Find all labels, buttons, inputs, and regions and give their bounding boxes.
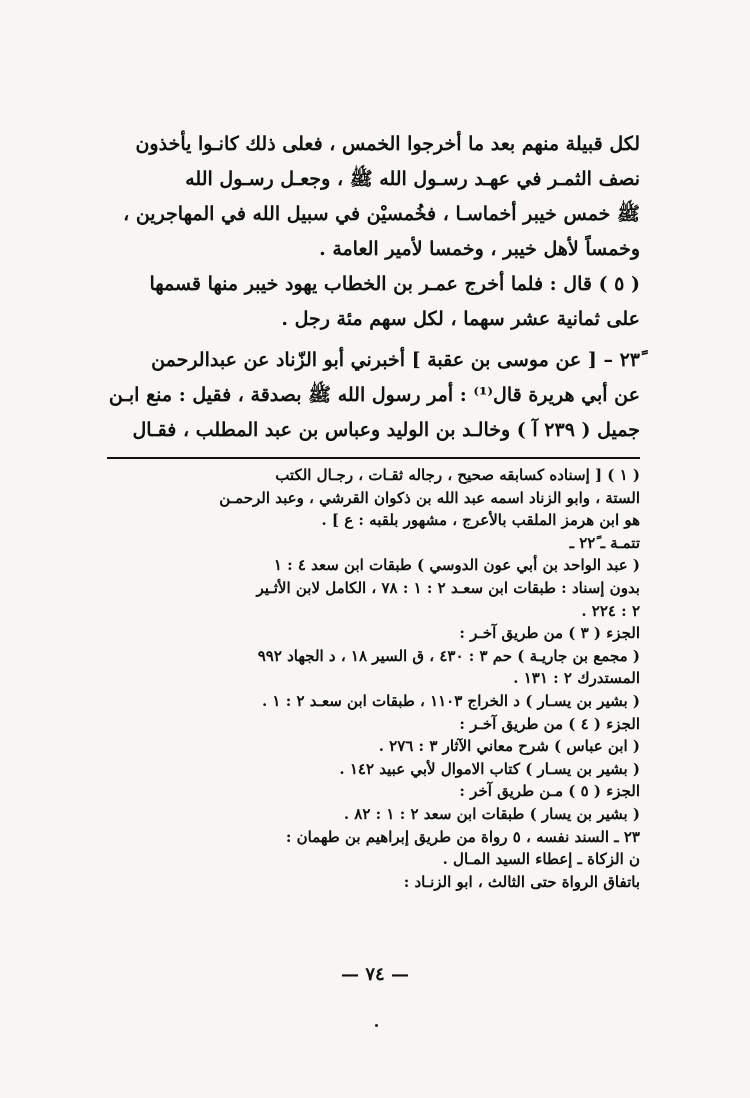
- footnote-line: ن الزكاة ـ إعطاء السيد المـال .: [442, 850, 640, 869]
- footnote-line: ( مجمع بن جاريـة ) حم ٣ : ٤٣٠ ، ق السير ١٨ ، د الجهاد ٩٩٢: [257, 646, 640, 665]
- footnote-line: باتفاق الرواة حتى الثالث ، ابو الزنـاد :: [403, 872, 640, 891]
- text-line: ٢٣ً – [ عن موسى بن عقبة ] أخبرني أبو الزّناد عن عبدالرحمن: [151, 349, 640, 371]
- footnote-line: المستدرك ٢ : ١٣١ .: [513, 669, 640, 688]
- paragraph-2: [110, 267, 640, 337]
- footnote-line: ( ابن عباس ) شرح معاني الآثار ٣ : ٢٧٦ .: [378, 737, 640, 756]
- text-line: عن أبي هريرة قال⁽¹⁾ : أمر رسول الله ﷺ بصدقة ، فقيل : منع ابـن: [108, 384, 640, 406]
- footnotes: [105, 464, 640, 893]
- text-line: وخمساً لأهل خيبر ، وخمسا لأمير العامة .: [319, 238, 640, 260]
- footnote-line: ٢٣ً ـ السند نفسه ، ٥ رواة من طريق إبراهيم بن طهمان :: [285, 827, 640, 846]
- text-line: ﷺ خمس خيبر أخماسـا ، فخُمسيْن في سبيل الله في المهاجرين ،: [123, 203, 640, 225]
- ink-speck: [375, 1024, 378, 1027]
- text-line: على ثمانية عشر سهما ، لكل سهم مئة رجل .: [281, 308, 640, 330]
- footnote-line: تتمـة ـ ٢٢ً ـ: [569, 533, 640, 552]
- footnote-line: الجزء ( ٥ ) مـن طريق آخر :: [459, 782, 640, 801]
- page-number: — ٧٤ —: [341, 964, 409, 985]
- footnote-divider: [107, 457, 640, 459]
- footnote-line: ( بشير بن يسـار ) د الخراج ١١٠٣ ، طبقات ابن سعـد ٢ : ١ .: [261, 691, 640, 710]
- footnote-line: الستة ، وابو الزناد اسمه عبد الله بن ذكوان القرشي ، وعبد الرحمـن: [219, 488, 640, 507]
- footnote-line: ٢ : ٢٢٤ .: [581, 601, 640, 620]
- footnote-line: بدون إسناد : طبقات ابن سعـد ٢ : ١ : ٧٨ ، الكامل لابن الأثـير: [256, 578, 640, 597]
- footnote-line: ( بشير بن يسار ) طبقات ابن سعد ٢ : ١ : ٨٢ .: [343, 804, 640, 823]
- footnote-line: ( عبد الواحد بن أبي عون الدوسي ) طبقات ابن سعد ٤ : ١: [273, 556, 640, 575]
- text-line: ( ٥ ) قال : فلما أخرج عمـر بن الخطاب يهود خيبر منها قسمها: [149, 273, 640, 295]
- text-line: جميل ( ٢٣٩ آ ) وخالـد بن الوليد وعباس بن عبد المطلب ، فقـال: [132, 419, 640, 441]
- footnote-line: الجزء ( ٤ ) من طريق آخـر :: [459, 714, 640, 733]
- text-line: نصف الثمـر في عهـد رسـول الله ﷺ ، وجعـل رسـول الله: [185, 168, 640, 190]
- footnote-line: هو ابن هرمز الملقب بالأعرج ، مشهور بلقبه : ع ] .: [321, 511, 640, 530]
- footnote-line: الجزء ( ٣ ) من طريق آخـر :: [459, 624, 640, 643]
- paragraph-3: [110, 343, 640, 448]
- text-line: لكل قبيلة منهم بعد ما أخرجوا الخمس ، فعلى ذلك كانـوا يأخذون: [135, 133, 640, 155]
- paragraph-1: [110, 127, 640, 267]
- footnote-line: ( ١ ) [ إسناده كسابقه صحيح ، رجاله ثقـات ، رجـال الكتب: [275, 466, 640, 484]
- footnote-line: ( بشير بن يسـار ) كتاب الاموال لأبي عبيد ١٤٢ .: [339, 759, 640, 778]
